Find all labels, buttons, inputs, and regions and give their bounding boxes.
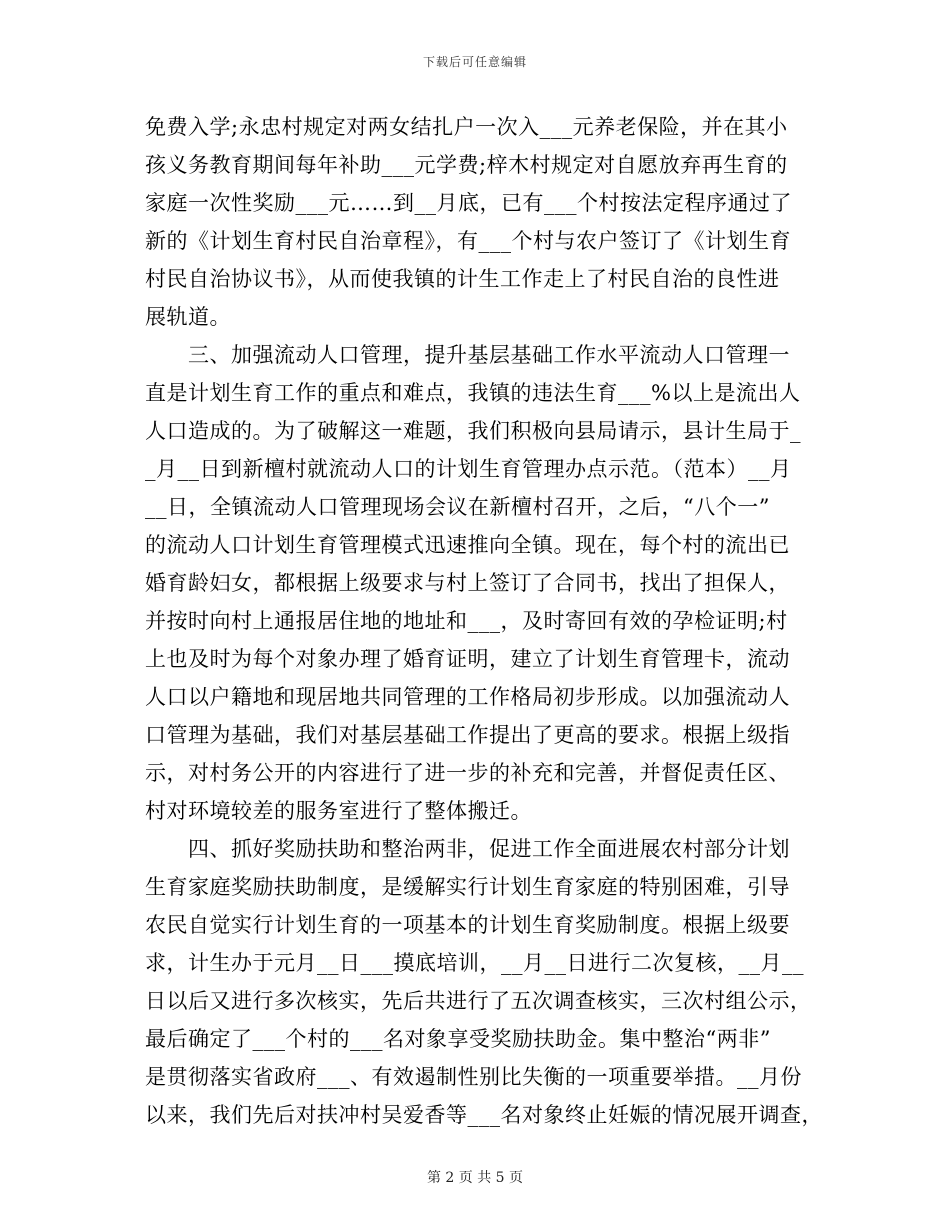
- body-line: 日以后又进行多次核实，先后共进行了五次调查核实，三次村组公示，: [145, 989, 812, 1013]
- body-line: 家庭一次性奖励___元……到__月底，已有___个村按法定程序通过了: [145, 191, 792, 215]
- document-body: [145, 108, 823, 1134]
- body-line: 展轨道。: [145, 305, 231, 329]
- body-line: 村民自治协议书》，从而使我镇的计生工作走上了村民自治的良性进: [145, 267, 780, 291]
- body-line: 生育家庭奖励扶助制度，是缓解实行计划生育家庭的特别困难，引导: [145, 875, 790, 899]
- body-line: 示，对村务公开的内容进行了进一步的补充和完善，并督促责任区、: [145, 761, 790, 785]
- body-line: 口管理为基础，我们对基层基础工作提出了更高的要求。根据上级指: [145, 723, 790, 747]
- body-line: 直是计划生育工作的重点和难点，我镇的违法生育___%以上是流出人: [145, 381, 801, 405]
- section-four-heading-line: 四、抓好奖励扶助和整治两非，促进工作全面进展农村部分计划: [145, 837, 790, 861]
- body-line: 免费入学;永忠村规定对两女结扎户一次入___元养老保险，并在其小: [145, 115, 788, 139]
- body-line: 求，计生办于元月__日___摸底培训，__月__日进行二次复核，__月__: [145, 951, 804, 975]
- body-line: _月__日到新檀村就流动人口的计划生育管理办点示范。（范本）__月: [145, 457, 792, 481]
- body-line: 农民自觉实行计划生育的一项基本的计划生育奖励制度。根据上级要: [145, 913, 790, 937]
- body-line: 人口造成的。为了破解这一难题，我们积极向县局请示，县计生局于_: [145, 419, 801, 443]
- body-line: 村对环境较差的服务室进行了整体搬迁。: [145, 799, 532, 823]
- body-line: 人口以户籍地和现居地共同管理的工作格局初步形成。以加强流动人: [145, 685, 790, 709]
- page-header: 下载后可任意编辑: [422, 55, 527, 69]
- body-line: 并按时向村上通报居住地的地址和___，及时寄回有效的孕检证明;村: [145, 609, 788, 633]
- body-line: 以来，我们先后对扶冲村吴爱香等___名对象终止妊娠的情况展开调查，: [145, 1103, 823, 1127]
- body-line: 新的《计划生育村民自治章程》，有___个村与农户签订了《计划生育: [145, 229, 791, 253]
- body-line: 最后确定了___个村的___名对象享受奖励扶助金。集中整治“两非”: [145, 1027, 771, 1051]
- section-three-heading-line: 三、加强流动人口管理，提升基层基础工作水平流动人口管理一: [145, 343, 790, 367]
- body-line: 是贯彻落实省政府___、有效遏制性别比失衡的一项重要举措。__月份: [145, 1065, 802, 1089]
- body-line: 婚育龄妇女，都根据上级要求与村上签订了合同书，找出了担保人，: [145, 571, 790, 595]
- body-line: __日，全镇流动人口管理现场会议在新檀村召开，之后，“八个一”: [145, 495, 770, 519]
- body-line: 孩义务教育期间每年补助___元学费;梓木村规定对自愿放弃再生育的: [145, 153, 788, 177]
- page-footer: 第 2 页 共 5 页: [426, 1170, 524, 1186]
- body-line: 的流动人口计划生育管理模式迅速推向全镇。现在，每个村的流出已: [145, 533, 790, 557]
- body-line: 上也及时为每个对象办理了婚育证明，建立了计划生育管理卡，流动: [145, 647, 790, 671]
